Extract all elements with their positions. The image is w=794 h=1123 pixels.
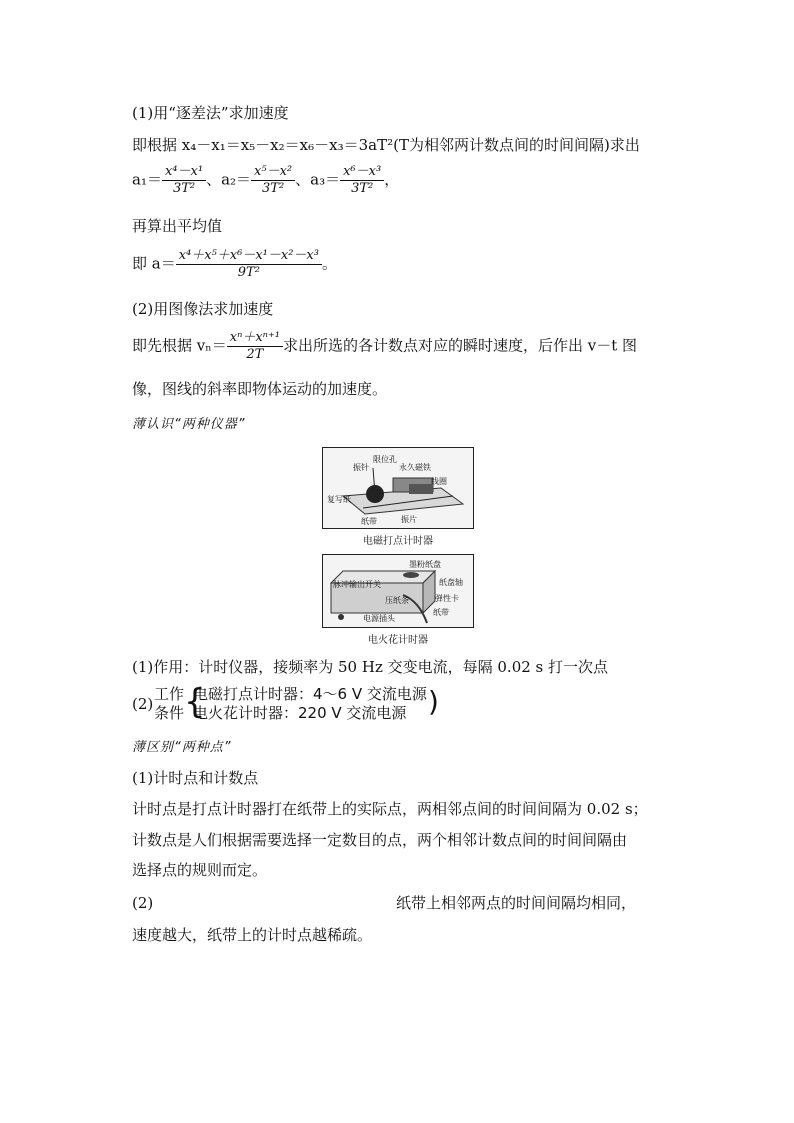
label-carbon-paper: 复写纸 bbox=[327, 495, 351, 504]
a1-denominator: 3T² bbox=[172, 181, 196, 196]
point2-line2: 速度越大，纸带上的计时点越稀疏。 bbox=[132, 926, 373, 944]
label-vibrator: 振片 bbox=[401, 515, 417, 524]
condition-prefix: (2) bbox=[132, 695, 154, 713]
a3-label: 、a₃＝ bbox=[295, 170, 341, 189]
point2-rest: 纸带上相邻两点的时间间隔均相同， bbox=[396, 894, 637, 912]
avg-denominator: 9T² bbox=[237, 265, 260, 280]
label-needle: 振针 bbox=[353, 463, 369, 472]
label-spring-clip: 弹性卡 bbox=[435, 594, 459, 603]
condition-item1: 电磁打点计时器：4～6 V 交流电源 bbox=[193, 685, 427, 703]
a3-denominator: 3T² bbox=[351, 181, 374, 196]
heading-two-points: 薄区别“两种点” bbox=[132, 740, 232, 755]
a3-fraction bbox=[340, 164, 384, 197]
vn-rest: 求出所选的各计数点对应的瞬时速度，后作出 v－t 图 bbox=[283, 336, 638, 355]
electromagnetic-timer-drawing bbox=[323, 448, 473, 528]
section1-title: (1)用“逐差法”求加速度 bbox=[132, 104, 289, 122]
avg-label: 即 a＝ bbox=[132, 254, 176, 273]
a3-tail: ， bbox=[384, 170, 400, 189]
label-pressure-strip: 压纸条 bbox=[385, 596, 409, 605]
accel-formulas bbox=[132, 164, 399, 197]
a2-denominator: 3T² bbox=[262, 181, 285, 196]
label-magnet: 永久磁铁 bbox=[399, 463, 431, 472]
points-line3: 选择点的规则而定。 bbox=[132, 861, 268, 879]
label-limit-hole: 限位孔 bbox=[373, 455, 397, 464]
spark-timer-drawing bbox=[323, 555, 473, 627]
points-line1: 计时点是打点计时器打在纸带上的实际点，两相邻点间的时间间隔为 0.02 s； bbox=[132, 800, 648, 818]
label-tape: 纸带 bbox=[361, 517, 377, 526]
use-line: (1)作用：计时仪器，接频率为 50 Hz 交变电流，每隔 0.02 s 打一次点 bbox=[132, 658, 609, 676]
points-title: (1)计时点和计数点 bbox=[132, 769, 259, 787]
section2-title: (2)用图像法求加速度 bbox=[132, 300, 274, 318]
left-brace-icon: { bbox=[184, 682, 206, 722]
vn-fraction bbox=[227, 330, 283, 363]
label-tape2: 纸带 bbox=[433, 608, 449, 617]
figure1-caption: 电磁打点计时器 bbox=[363, 536, 433, 547]
average-intro: 再算出平均值 bbox=[132, 217, 223, 235]
a1-fraction bbox=[162, 164, 206, 197]
spark-timer-figure bbox=[322, 554, 474, 628]
avg-fraction bbox=[176, 248, 322, 281]
formula-line: 即根据 x₄－x₁＝x₅－x₂＝x₆－x₃＝3aT²(T为相邻两计数点间的时间间隔)求出 bbox=[132, 136, 640, 154]
condition-item2: 电火花计时器：220 V 交流电源 bbox=[193, 704, 407, 722]
label-pulse-switch: 脉冲输出开关 bbox=[333, 580, 381, 589]
vn-rest-line2: 像，图线的斜率即物体运动的加速度。 bbox=[132, 380, 388, 398]
label-disk-axle: 纸盘轴 bbox=[439, 578, 463, 587]
a2-fraction bbox=[251, 164, 295, 197]
heading-two-instruments: 薄认识“两种仪器” bbox=[132, 417, 246, 432]
a1-numerator: x⁴－x¹ bbox=[162, 164, 206, 181]
vn-formula bbox=[132, 330, 637, 363]
a1-label: a₁＝ bbox=[132, 170, 162, 189]
figure2-caption: 电火花计时器 bbox=[368, 635, 428, 646]
vn-denominator: 2T bbox=[246, 347, 264, 362]
vn-numerator: xⁿ＋xⁿ⁺¹ bbox=[227, 330, 283, 347]
condition-word2: 条件 bbox=[154, 704, 185, 722]
label-coil: 线圈 bbox=[431, 477, 447, 486]
electromagnetic-timer-figure bbox=[322, 447, 474, 529]
condition-word1: 工作 bbox=[154, 685, 185, 703]
a2-numerator: x⁵－x² bbox=[251, 164, 295, 181]
a2-label: 、a₂＝ bbox=[206, 170, 252, 189]
vn-label: 即先根据 vₙ＝ bbox=[132, 336, 227, 355]
avg-numerator: x⁴＋x⁵＋x⁶－x¹－x²－x³ bbox=[176, 248, 322, 265]
points-line2: 计数点是人们根据需要选择一定数目的点，两个相邻计数点间的时间间隔由 bbox=[132, 831, 628, 849]
label-power-plug: 电源插头 bbox=[363, 614, 395, 623]
label-ink-disk: 墨粉纸盘 bbox=[409, 560, 441, 569]
avg-tail: 。 bbox=[321, 254, 337, 273]
right-brace-icon: ) bbox=[428, 685, 439, 718]
average-formula bbox=[132, 248, 337, 281]
a3-numerator: x⁶－x³ bbox=[340, 164, 384, 181]
point2-prefix: (2) bbox=[132, 894, 154, 912]
